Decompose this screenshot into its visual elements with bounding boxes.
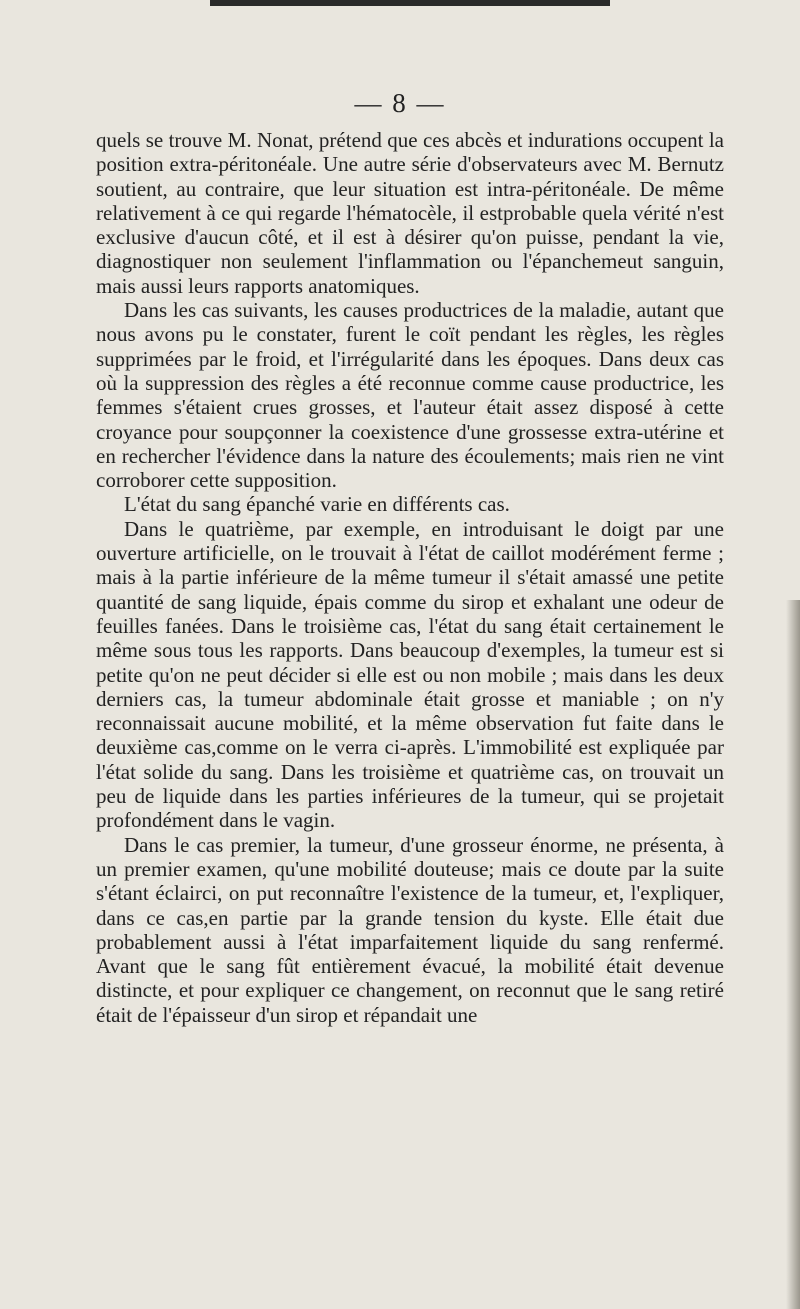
paragraph-1: quels se trouve M. Nonat, prétend que ces abcès et indurations occupent la position extra-péritonéale. Une autre série d'observateurs avec M. Bernutz soutient, au contraire, que leur situation est intra-péritonéale. De même relativement à ce qui regarde l'hématocèle, il estprobable quela vérité n'est exclusive d'aucun côté, et il est à désirer qu'on puisse, pendant la vie, diagnostiquer non seulement l'inflammation ou l'épanchemeut sanguin, mais aussi leurs rapports anatomiques.	[96, 128, 724, 298]
body-text	[96, 128, 724, 1027]
paragraph-5: Dans le cas premier, la tumeur, d'une grosseur énorme, ne présenta, à un premier examen, qu'une mobilité douteuse; mais ce doute par la suite s'étant éclairci, on put reconnaître l'existence de la tumeur, et, l'expliquer, dans ce cas,en partie par la grande tension du kyste. Elle était due probablement aussi à l'état imparfaitement liquide du sang renfermé. Avant que le sang fût entièrement évacué, la mobilité était devenue distincte, et pour expliquer ce changement, on reconnut que le sang retiré était de l'épaisseur d'un sirop et répandait une	[96, 832, 724, 1027]
page-number: — 8 —	[354, 88, 446, 118]
paragraph-3: L'état du sang épanché varie en différents cas.	[124, 492, 510, 517]
paragraph-4: Dans le quatrième, par exemple, en introduisant le doigt par une ouverture artificielle, on le trouvait à l'état de caillot modérément ferme ; mais à la partie inférieure de la même tumeur il s'était amassé une petite quantité de sang liquide, épais comme du sirop et exhalant une odeur de feuilles fanées. Dans le troisième cas, l'état du sang était certainement le même sous tous les rapports. Dans beaucoup d'exemples, la tumeur est si petite qu'on ne peut décider si elle est ou non mobile ; mais dans les deux derniers cas, la tumeur abdominale était grosse et maniable ; on n'y reconnaissait aucune mobilité, et la même observation fut faite dans le deuxième cas,comme on le verra ci-après. L'immobilité est expliquée par l'état solide du sang. Dans les troisième et quatrième cas, on trouvait un peu de liquide dans les parties inférieures de la tumeur, qui se projetait profondément dans le vagin.	[96, 516, 724, 833]
scan-edge-mark	[210, 0, 610, 6]
page-edge-shadow	[786, 600, 800, 1309]
paragraph-2: Dans les cas suivants, les causes productrices de la maladie, autant que nous avons pu le constater, furent le coït pendant les règles, les règles supprimées par le froid, et l'irrégularité dans les époques. Dans deux cas où la suppression des règles a été reconnue comme cause productrice, les femmes s'étaient crues grosses, et l'auteur était assez disposé à cette croyance pour soupçonner la coexistence d'une grossesse extra-utérine et en rechercher l'évidence dans la nature des écoulements; mais rien ne vint corroborer cette supposition.	[96, 298, 724, 493]
